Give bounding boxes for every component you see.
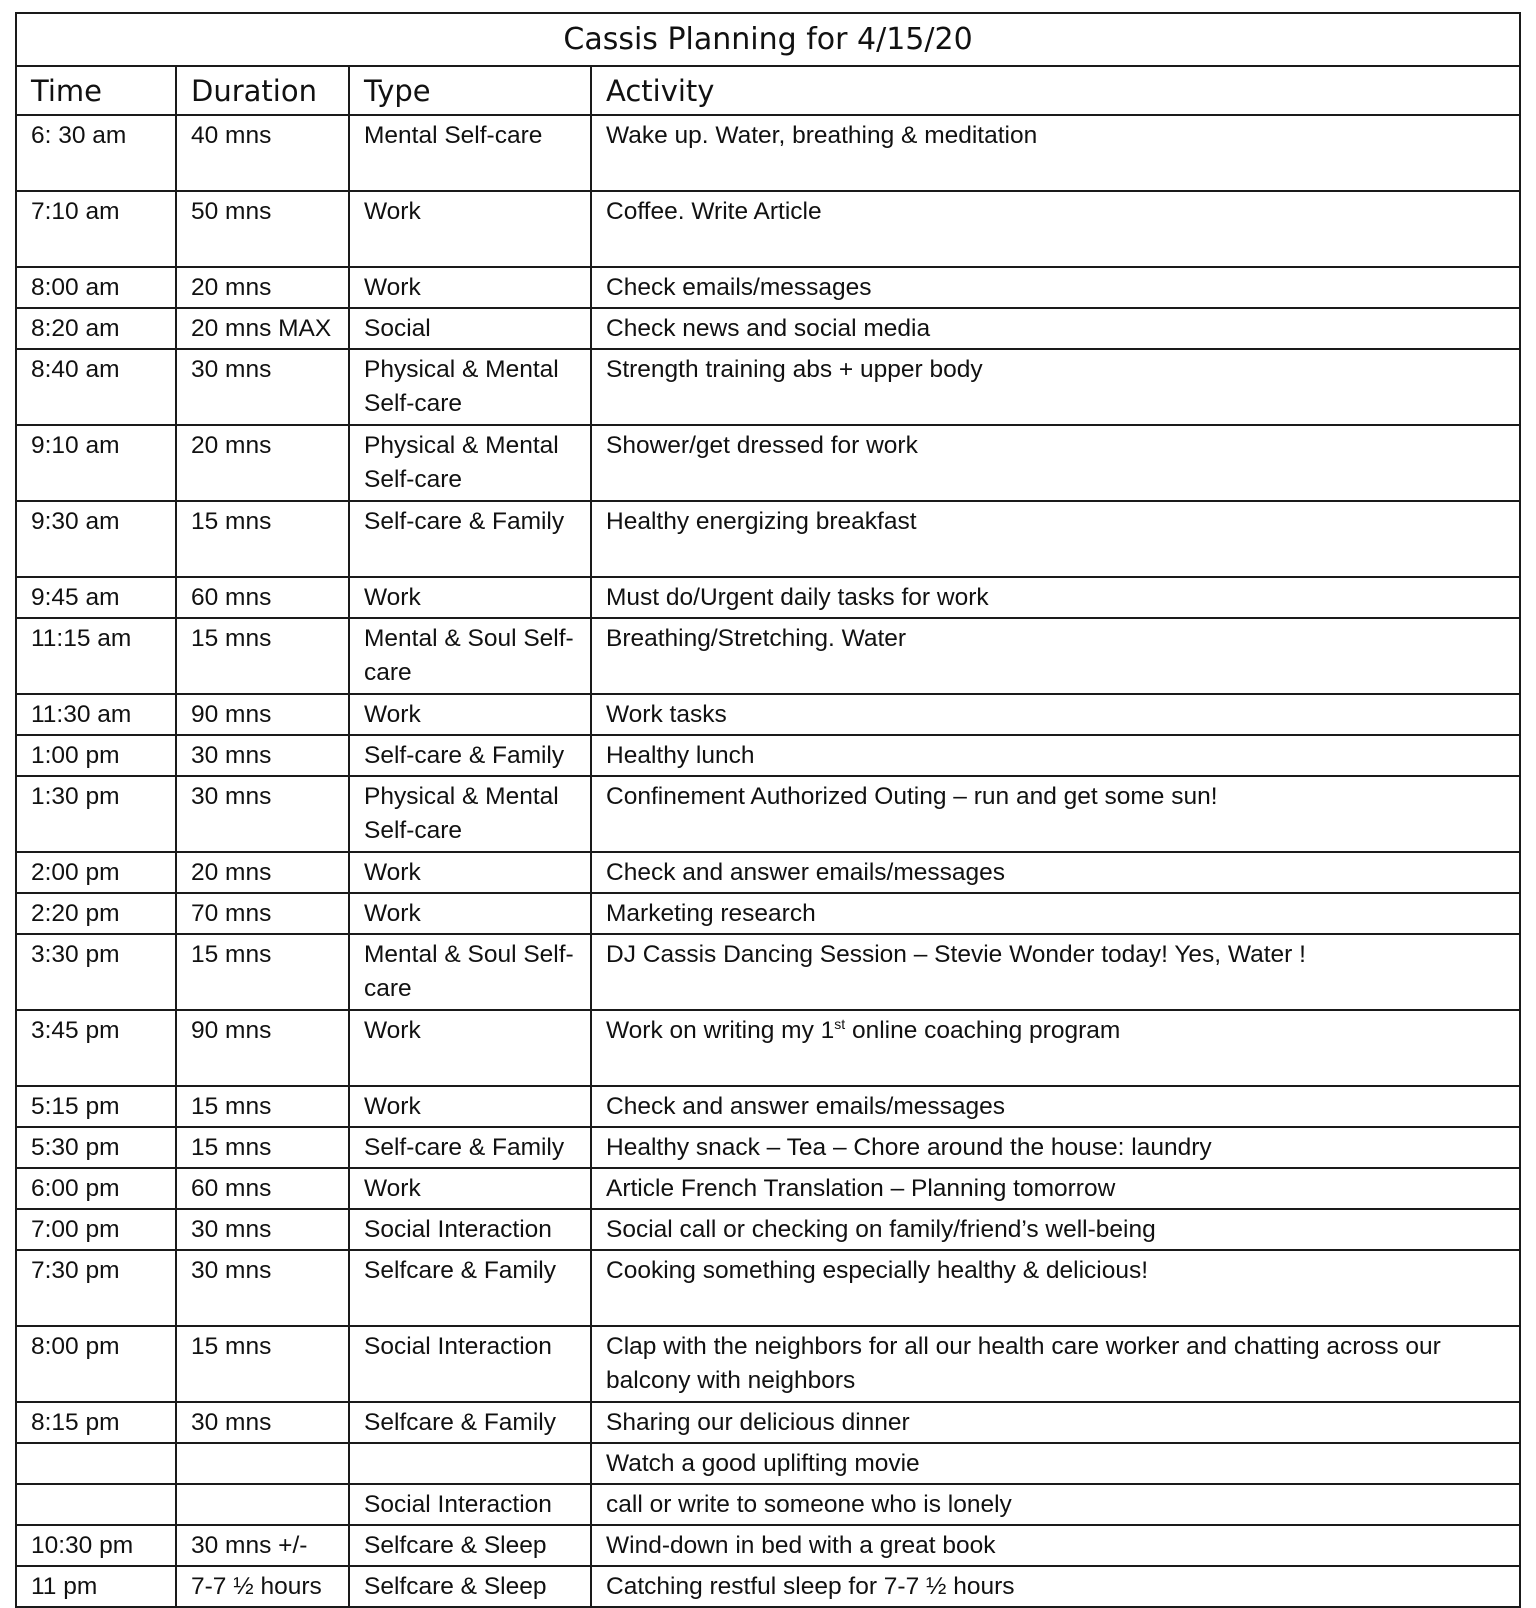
table-row — [16, 1168, 1520, 1209]
cell-time-text: 7:00 pm — [31, 1216, 120, 1243]
table-row — [16, 1326, 1520, 1402]
cell-type — [349, 1566, 591, 1607]
cell-time — [16, 1209, 176, 1250]
table-row — [16, 115, 1520, 191]
cell-type — [349, 1326, 591, 1402]
cell-time — [16, 349, 176, 425]
cell-activity — [591, 308, 1520, 349]
cell-duration — [176, 1168, 349, 1209]
cell-time — [16, 1127, 176, 1168]
cell-activity — [591, 267, 1520, 308]
cell-time — [16, 115, 176, 191]
cell-type — [349, 1525, 591, 1566]
cell-time — [16, 425, 176, 501]
cell-time — [16, 735, 176, 776]
cell-activity-text: Shower/get dressed for work — [606, 432, 918, 459]
cell-activity-text: Healthy snack – Tea – Chore around the house: laundry — [606, 1134, 1212, 1161]
cell-duration-text: 15 mns — [191, 1093, 272, 1120]
cell-time-text: 5:15 pm — [31, 1093, 120, 1120]
cell-type-text: Selfcare & Family — [364, 1409, 556, 1436]
cell-activity — [591, 735, 1520, 776]
cell-type-text: Social — [364, 315, 431, 342]
cell-type — [349, 191, 591, 267]
table-row — [16, 1086, 1520, 1127]
cell-activity — [591, 1209, 1520, 1250]
cell-time-text: 8:15 pm — [31, 1409, 120, 1436]
cell-activity — [591, 1326, 1520, 1402]
cell-activity-text: Wind-down in bed with a great book — [606, 1532, 996, 1559]
cell-type — [349, 115, 591, 191]
cell-duration — [176, 852, 349, 893]
table-row — [16, 893, 1520, 934]
cell-time-text: 8:00 pm — [31, 1333, 120, 1360]
cell-activity — [591, 893, 1520, 934]
cell-type — [349, 694, 591, 735]
cell-duration-text: 40 mns — [191, 122, 272, 149]
cell-type-text: Mental & Soul Self-care — [364, 941, 574, 1002]
table-row — [16, 1566, 1520, 1607]
cell-time — [16, 1250, 176, 1326]
cell-type — [349, 1010, 591, 1086]
cell-activity-text: Article French Translation – Planning tomorrow — [606, 1175, 1116, 1202]
cell-activity — [591, 1443, 1520, 1484]
column-header-row — [16, 66, 1520, 115]
table-row — [16, 1010, 1520, 1086]
table-row — [16, 1127, 1520, 1168]
cell-type — [349, 1250, 591, 1326]
cell-duration-text: 90 mns — [191, 1017, 272, 1044]
cell-activity-text: Clap with the neighbors for all our health care worker and chatting across our balcony with neighbors — [606, 1333, 1441, 1394]
cell-activity-text: Check and answer emails/messages — [606, 859, 1005, 886]
cell-type — [349, 1402, 591, 1443]
cell-time — [16, 267, 176, 308]
cell-time — [16, 577, 176, 618]
cell-type-text: Work — [364, 1017, 421, 1044]
column-header-type: Type — [349, 66, 591, 115]
table-row — [16, 501, 1520, 577]
cell-type-text: Physical & Mental Self-care — [364, 432, 559, 493]
cell-type-text: Social Interaction — [364, 1333, 552, 1360]
cell-type — [349, 934, 591, 1010]
cell-duration-text: 20 mns MAX — [191, 315, 332, 342]
cell-activity-superscript: st — [834, 1015, 846, 1032]
cell-activity — [591, 1402, 1520, 1443]
cell-activity — [591, 501, 1520, 577]
cell-time — [16, 694, 176, 735]
cell-activity-text: Healthy energizing breakfast — [606, 508, 917, 535]
table-row — [16, 618, 1520, 694]
column-header-duration: Duration — [176, 66, 349, 115]
cell-time — [16, 1525, 176, 1566]
cell-time — [16, 1484, 176, 1525]
cell-duration-text: 30 mns — [191, 1409, 272, 1436]
column-header-activity: Activity — [591, 66, 1520, 115]
cell-time-text: 9:10 am — [31, 432, 120, 459]
cell-activity-text: Work tasks — [606, 701, 727, 728]
cell-type-text: Physical & Mental Self-care — [364, 356, 559, 417]
cell-activity — [591, 1127, 1520, 1168]
cell-time — [16, 1086, 176, 1127]
cell-duration-text: 15 mns — [191, 625, 272, 652]
cell-activity — [591, 1525, 1520, 1566]
cell-time — [16, 776, 176, 852]
table-row — [16, 694, 1520, 735]
cell-activity — [591, 1566, 1520, 1607]
cell-duration — [176, 1010, 349, 1086]
cell-activity-text — [606, 1014, 1519, 1048]
cell-activity-text: Cooking something especially healthy & delicious! — [606, 1257, 1149, 1284]
cell-time-text: 8:00 am — [31, 274, 120, 301]
table-row — [16, 267, 1520, 308]
cell-type — [349, 852, 591, 893]
cell-activity-text: Confinement Authorized Outing – run and get some sun! — [606, 783, 1218, 810]
cell-activity-base: Work on writing my 1 — [606, 1017, 835, 1044]
cell-type — [349, 349, 591, 425]
cell-time-text: 9:30 am — [31, 508, 120, 535]
cell-activity — [591, 776, 1520, 852]
column-header-time: Time — [16, 66, 176, 115]
cell-duration-text: 30 mns — [191, 1257, 272, 1284]
cell-type — [349, 893, 591, 934]
cell-time-text: 6:00 pm — [31, 1175, 120, 1202]
cell-duration-text: 60 mns — [191, 584, 272, 611]
cell-time — [16, 1402, 176, 1443]
cell-activity-text: Watch a good uplifting movie — [606, 1450, 920, 1477]
cell-duration-text: 15 mns — [191, 508, 272, 535]
cell-type — [349, 267, 591, 308]
cell-activity-text: Must do/Urgent daily tasks for work — [606, 584, 989, 611]
cell-type-text: Selfcare & Family — [364, 1257, 556, 1284]
cell-activity-text: Coffee. Write Article — [606, 198, 822, 225]
cell-type — [349, 1443, 591, 1484]
cell-activity — [591, 694, 1520, 735]
cell-time-text: 3:45 pm — [31, 1017, 120, 1044]
cell-time-text: 10:30 pm — [31, 1532, 134, 1559]
cell-time-text: 8:40 am — [31, 356, 120, 383]
cell-activity — [591, 618, 1520, 694]
cell-activity — [591, 349, 1520, 425]
cell-time-text: 7:10 am — [31, 198, 120, 225]
cell-time-text: 7:30 pm — [31, 1257, 120, 1284]
cell-time — [16, 893, 176, 934]
cell-activity — [591, 934, 1520, 1010]
cell-activity — [591, 852, 1520, 893]
cell-time-text: 8:20 am — [31, 315, 120, 342]
cell-duration — [176, 191, 349, 267]
cell-time-text: 6: 30 am — [31, 122, 127, 149]
cell-time — [16, 934, 176, 1010]
cell-duration — [176, 893, 349, 934]
cell-type-text: Self-care & Family — [364, 1134, 565, 1161]
cell-activity-text: Sharing our delicious dinner — [606, 1409, 910, 1436]
cell-type-text: Work — [364, 701, 421, 728]
cell-activity — [591, 115, 1520, 191]
cell-duration — [176, 1326, 349, 1402]
cell-type-text: Mental & Soul Self-care — [364, 625, 574, 686]
table-row — [16, 852, 1520, 893]
cell-time — [16, 1443, 176, 1484]
cell-duration — [176, 1127, 349, 1168]
schedule-rows — [16, 115, 1520, 1607]
cell-type — [349, 1086, 591, 1127]
cell-activity-text: Check and answer emails/messages — [606, 1093, 1005, 1120]
cell-duration-text: 90 mns — [191, 701, 272, 728]
cell-type — [349, 1127, 591, 1168]
cell-activity-text: Strength training abs + upper body — [606, 356, 983, 383]
cell-type — [349, 1209, 591, 1250]
cell-duration-text: 30 mns — [191, 783, 272, 810]
table-row — [16, 308, 1520, 349]
cell-duration — [176, 1525, 349, 1566]
table-row — [16, 349, 1520, 425]
cell-duration-text: 20 mns — [191, 432, 272, 459]
cell-activity-rest: online coaching program — [845, 1017, 1121, 1044]
cell-type-text: Work — [364, 1093, 421, 1120]
cell-duration-text: 50 mns — [191, 198, 272, 225]
cell-activity — [591, 1250, 1520, 1326]
cell-activity-text: Check news and social media — [606, 315, 931, 342]
cell-duration — [176, 694, 349, 735]
cell-duration — [176, 1484, 349, 1525]
cell-type-text: Selfcare & Sleep — [364, 1532, 547, 1559]
cell-duration — [176, 618, 349, 694]
cell-type — [349, 308, 591, 349]
cell-time-text: 11 pm — [31, 1573, 98, 1600]
table-row — [16, 776, 1520, 852]
cell-time — [16, 501, 176, 577]
cell-activity-text: DJ Cassis Dancing Session – Stevie Wonder today! Yes, Water ! — [606, 941, 1306, 968]
cell-activity — [591, 1168, 1520, 1209]
cell-duration-text: 30 mns — [191, 742, 272, 769]
cell-time-text: 11:15 am — [31, 625, 132, 652]
table-row — [16, 735, 1520, 776]
cell-time — [16, 191, 176, 267]
cell-time-text: 2:20 pm — [31, 900, 120, 927]
cell-time — [16, 618, 176, 694]
cell-type — [349, 501, 591, 577]
cell-activity-text: Marketing research — [606, 900, 816, 927]
cell-duration — [176, 501, 349, 577]
cell-time-text: 1:30 pm — [31, 783, 120, 810]
cell-duration — [176, 735, 349, 776]
cell-activity-text: Wake up. Water, breathing & meditation — [606, 122, 1038, 149]
cell-type-text: Work — [364, 859, 421, 886]
cell-type — [349, 618, 591, 694]
cell-type-text: Work — [364, 584, 421, 611]
cell-activity — [591, 425, 1520, 501]
cell-activity-text: Check emails/messages — [606, 274, 872, 301]
cell-type — [349, 425, 591, 501]
cell-activity — [591, 577, 1520, 618]
cell-activity — [591, 1010, 1520, 1086]
cell-type-text: Work — [364, 900, 421, 927]
cell-type — [349, 577, 591, 618]
cell-type — [349, 1484, 591, 1525]
cell-duration-text: 30 mns +/- — [191, 1532, 308, 1559]
cell-time-text: 1:00 pm — [31, 742, 120, 769]
cell-time — [16, 1326, 176, 1402]
cell-activity — [591, 1484, 1520, 1525]
cell-activity-text: Healthy lunch — [606, 742, 755, 769]
cell-duration-text: 15 mns — [191, 1134, 272, 1161]
cell-time — [16, 1168, 176, 1209]
cell-type-text: Work — [364, 274, 421, 301]
cell-duration — [176, 776, 349, 852]
cell-type — [349, 1168, 591, 1209]
cell-time — [16, 308, 176, 349]
cell-duration — [176, 1209, 349, 1250]
cell-duration — [176, 934, 349, 1010]
cell-time — [16, 1566, 176, 1607]
cell-duration — [176, 1402, 349, 1443]
cell-duration — [176, 115, 349, 191]
cell-duration — [176, 1086, 349, 1127]
cell-duration — [176, 425, 349, 501]
cell-duration-text: 30 mns — [191, 1216, 272, 1243]
cell-type-text: Self-care & Family — [364, 742, 565, 769]
cell-time-text: 11:30 am — [31, 701, 132, 728]
schedule-table — [15, 12, 1521, 1608]
table-row — [16, 1402, 1520, 1443]
cell-duration-text: 7-7 ½ hours — [191, 1573, 322, 1600]
cell-duration — [176, 1566, 349, 1607]
cell-time-text: 5:30 pm — [31, 1134, 120, 1161]
cell-time — [16, 852, 176, 893]
cell-duration — [176, 1250, 349, 1326]
cell-duration-text: 70 mns — [191, 900, 272, 927]
table-row — [16, 1525, 1520, 1566]
page-title: Cassis Planning for 4/15/20 — [16, 13, 1520, 66]
cell-type-text: Self-care & Family — [364, 508, 565, 535]
cell-activity-text: call or write to someone who is lonely — [606, 1491, 1012, 1518]
table-row — [16, 1484, 1520, 1525]
cell-duration — [176, 577, 349, 618]
cell-duration-text: 15 mns — [191, 1333, 272, 1360]
table-row — [16, 1250, 1520, 1326]
cell-time-text: 9:45 am — [31, 584, 120, 611]
cell-duration — [176, 267, 349, 308]
cell-duration — [176, 349, 349, 425]
cell-type — [349, 735, 591, 776]
cell-type-text: Mental Self-care — [364, 122, 543, 149]
cell-activity-text: Catching restful sleep for 7-7 ½ hours — [606, 1573, 1015, 1600]
cell-type-text: Work — [364, 1175, 421, 1202]
cell-type-text: Selfcare & Sleep — [364, 1573, 547, 1600]
table-row — [16, 934, 1520, 1010]
cell-activity-text: Breathing/Stretching. Water — [606, 625, 907, 652]
cell-type-text: Social Interaction — [364, 1491, 552, 1518]
cell-type-text: Physical & Mental Self-care — [364, 783, 559, 844]
table-row — [16, 1209, 1520, 1250]
cell-time — [16, 1010, 176, 1086]
table-row — [16, 577, 1520, 618]
cell-duration-text: 15 mns — [191, 941, 272, 968]
cell-activity — [591, 1086, 1520, 1127]
cell-time-text: 3:30 pm — [31, 941, 120, 968]
cell-duration-text: 20 mns — [191, 859, 272, 886]
cell-type — [349, 776, 591, 852]
table-row — [16, 425, 1520, 501]
cell-activity-text: Social call or checking on family/friend’s well-being — [606, 1216, 1156, 1243]
table-row — [16, 1443, 1520, 1484]
cell-duration — [176, 308, 349, 349]
table-row — [16, 191, 1520, 267]
cell-duration-text: 30 mns — [191, 356, 272, 383]
cell-duration — [176, 1443, 349, 1484]
cell-duration-text: 60 mns — [191, 1175, 272, 1202]
cell-duration-text: 20 mns — [191, 274, 272, 301]
title-row — [16, 13, 1520, 66]
cell-type-text: Work — [364, 198, 421, 225]
cell-type-text: Social Interaction — [364, 1216, 552, 1243]
cell-activity — [591, 191, 1520, 267]
cell-time-text: 2:00 pm — [31, 859, 120, 886]
